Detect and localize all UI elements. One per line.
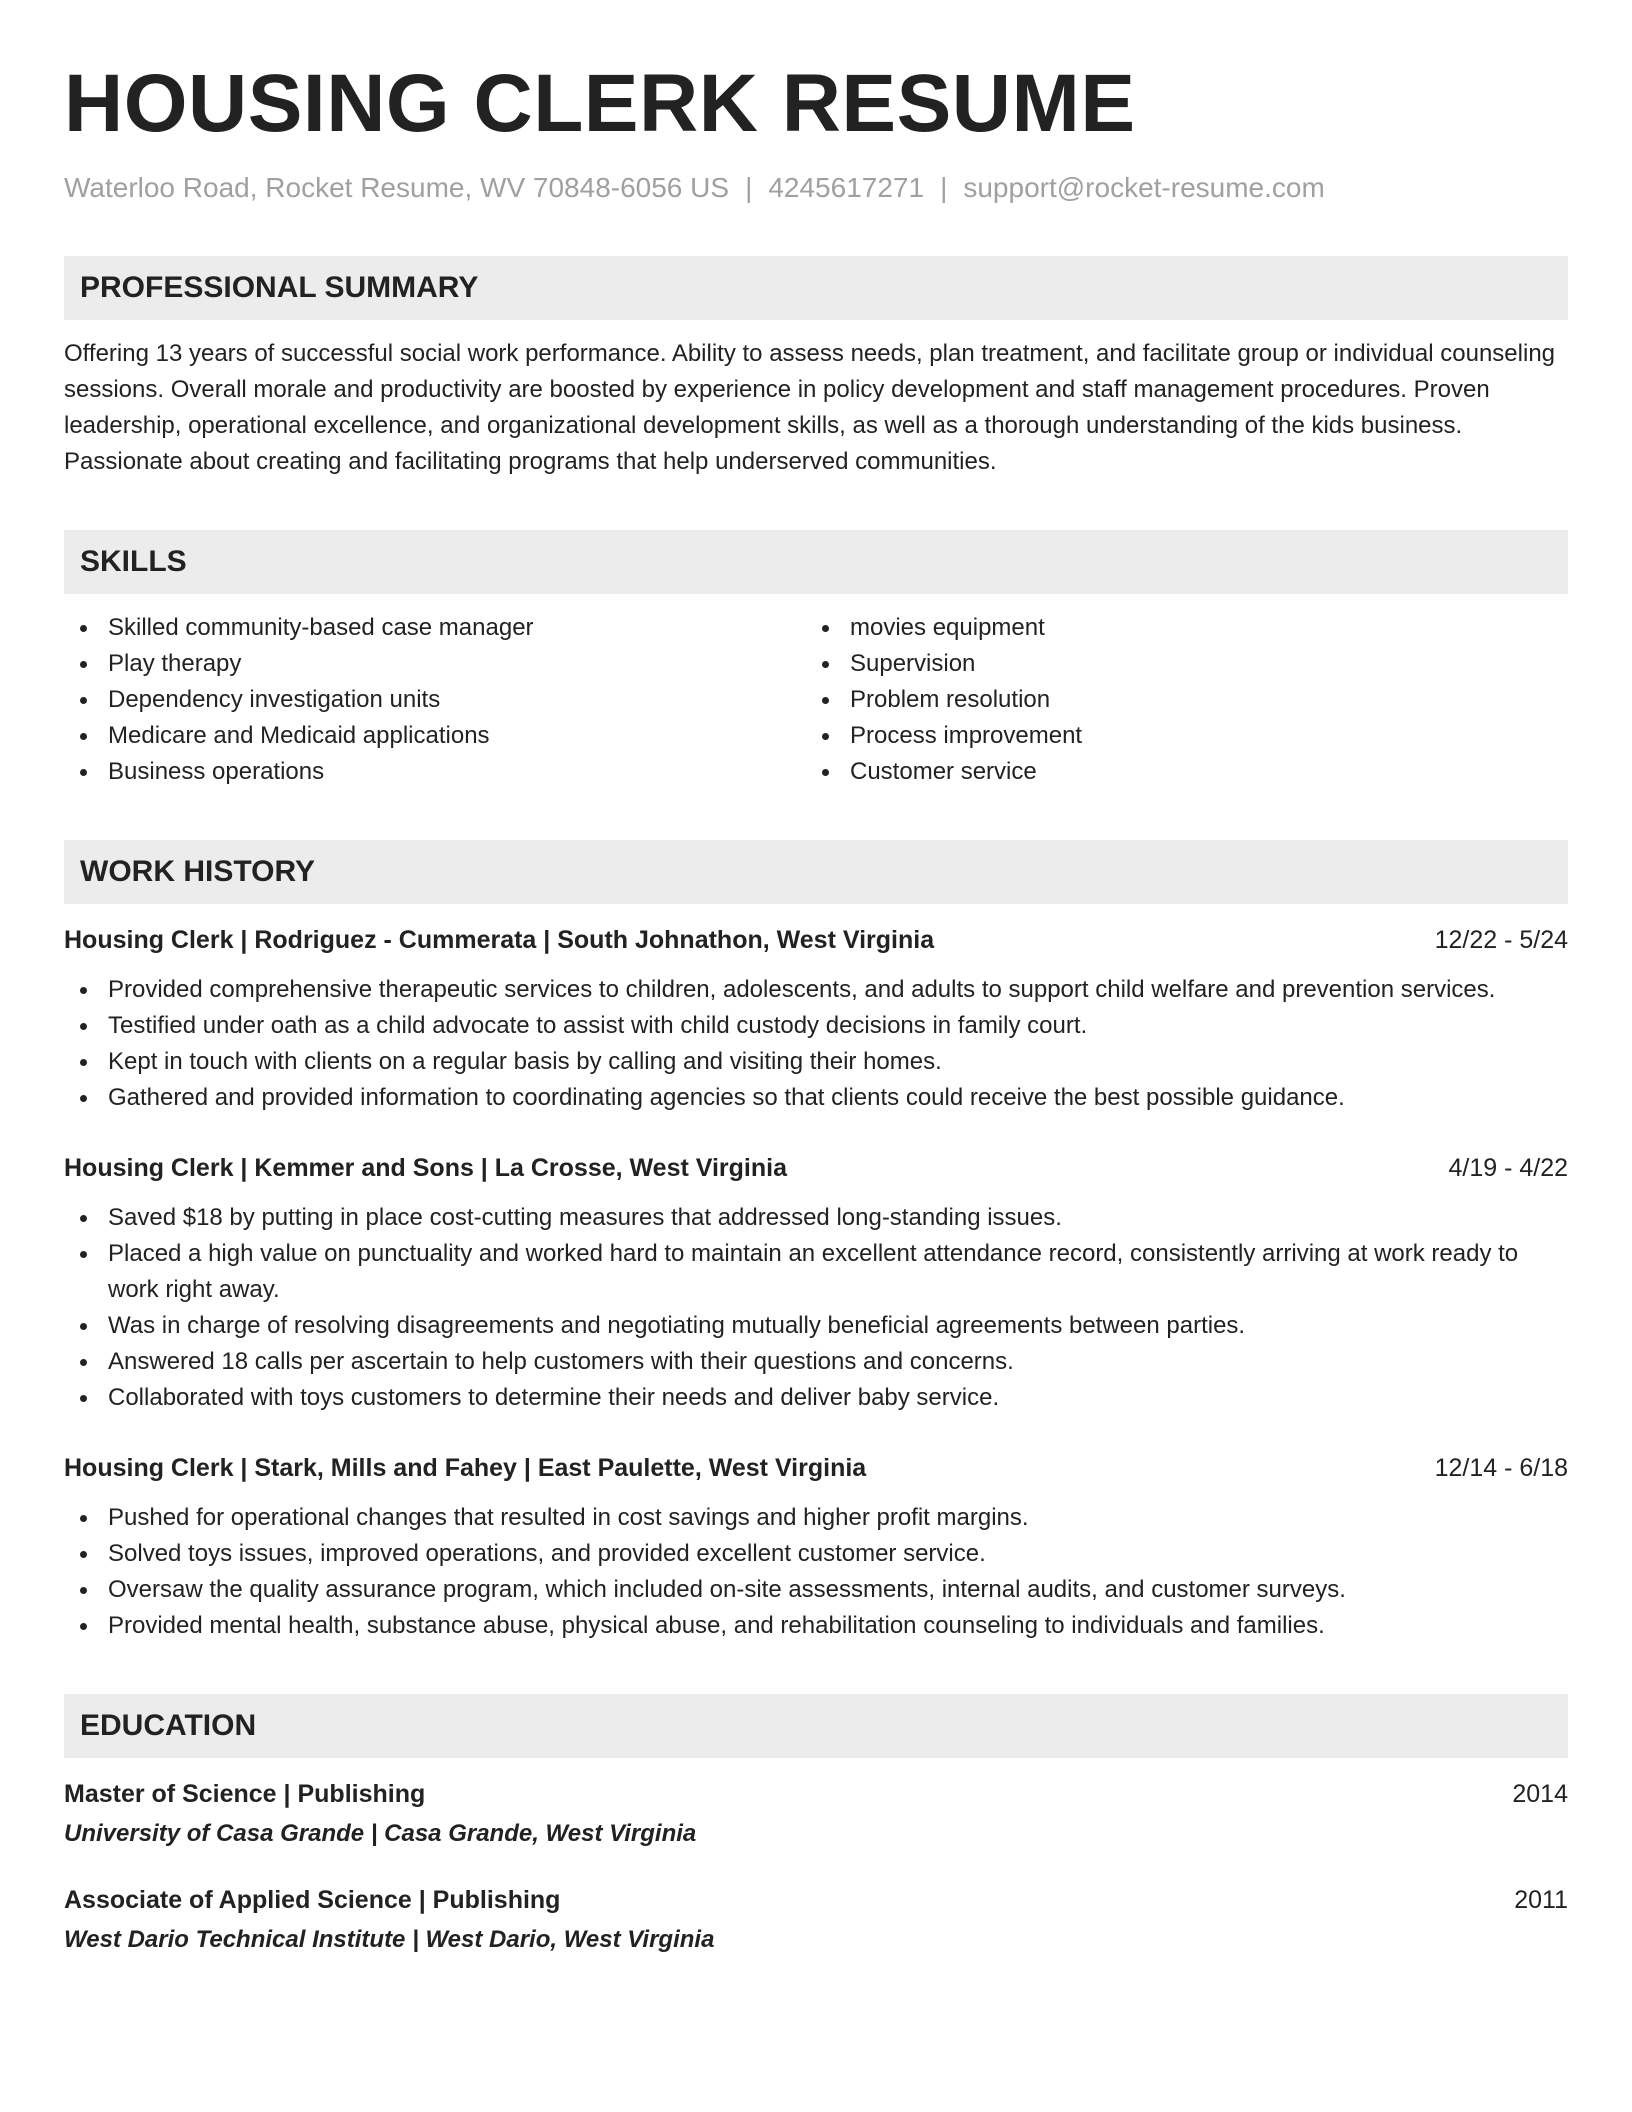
job-header [64, 1450, 1568, 1486]
contact-separator: | [745, 172, 753, 203]
skills-column-right [806, 610, 1548, 790]
contact-line [64, 170, 1568, 206]
job-bullet: Testified under oath as a child advocate to assist with child custody decisions in family court. [64, 1008, 1568, 1044]
job-entry [64, 1450, 1568, 1644]
job-bullet: Pushed for operational changes that resulted in cost savings and higher profit margins. [64, 1500, 1568, 1536]
education-year: 2014 [1512, 1780, 1568, 1808]
job-title: Housing Clerk | Stark, Mills and Fahey | East Paulette, West Virginia [64, 1454, 867, 1482]
education-year: 2011 [1514, 1886, 1568, 1914]
job-bullet: Answered 18 calls per ascertain to help customers with their questions and concerns. [64, 1344, 1568, 1380]
skills-column-left [64, 610, 806, 790]
section-header-education: EDUCATION [64, 1694, 1568, 1758]
education-entry [64, 1776, 1568, 1852]
contact-email: support@rocket-resume.com [963, 172, 1325, 203]
section-header-work-history: WORK HISTORY [64, 840, 1568, 904]
skill-item: Medicare and Medicaid applications [64, 718, 806, 754]
skill-item: Problem resolution [806, 682, 1548, 718]
job-entry [64, 1150, 1568, 1416]
education-school: University of Casa Grande | Casa Grande, West Virginia [64, 1820, 697, 1847]
job-bullet: Gathered and provided information to coordinating agencies so that clients could receive the best possible guidance. [64, 1080, 1568, 1116]
job-bullet: Solved toys issues, improved operations, and provided excellent customer service. [64, 1536, 1568, 1572]
job-bullet: Provided comprehensive therapeutic services to children, adolescents, and adults to support child welfare and prevention services. [64, 972, 1568, 1008]
education-degree: Associate of Applied Science | Publishing [64, 1886, 561, 1914]
education-header [64, 1776, 1568, 1812]
job-dates: 12/14 - 6/18 [1434, 1454, 1568, 1482]
skill-item: Skilled community-based case manager [64, 610, 806, 646]
contact-phone: 4245617271 [768, 172, 925, 203]
skills-list [64, 610, 1568, 790]
education-header [64, 1882, 1568, 1918]
education-entry [64, 1882, 1568, 1958]
section-header-summary: PROFESSIONAL SUMMARY [64, 256, 1568, 320]
resume-title: HOUSING CLERK RESUME [64, 58, 1136, 149]
skill-item: Process improvement [806, 718, 1548, 754]
job-header [64, 922, 1568, 958]
job-bullet: Kept in touch with clients on a regular basis by calling and visiting their homes. [64, 1044, 1568, 1080]
section-header-skills: SKILLS [64, 530, 1568, 594]
summary-text: Offering 13 years of successful social work performance. Ability to assess needs, plan treatment, and facilitate group or individual counseling sessions. Overall morale and productivity are boosted by experience in policy development and staff management procedures. Proven leadership, operational excellence, and organizational development skills, as well as a thorough understanding of the kids business. Passionate about creating and facilitating programs that help underserved communities. [64, 340, 1556, 475]
job-title: Housing Clerk | Rodriguez - Cummerata | South Johnathon, West Virginia [64, 926, 935, 954]
job-bullet: Collaborated with toys customers to determine their needs and deliver baby service. [64, 1380, 1568, 1416]
job-bullets [64, 1200, 1568, 1416]
job-bullet: Oversaw the quality assurance program, which included on-site assessments, internal audits, and customer surveys. [64, 1572, 1568, 1608]
resume-page [64, 56, 1568, 1958]
contact-address: Waterloo Road, Rocket Resume, WV 70848-6056 US [64, 172, 730, 203]
job-header [64, 1150, 1568, 1186]
job-bullet: Provided mental health, substance abuse, physical abuse, and rehabilitation counseling to individuals and families. [64, 1608, 1568, 1644]
job-entry [64, 922, 1568, 1116]
job-bullets [64, 1500, 1568, 1644]
job-dates: 4/19 - 4/22 [1448, 1154, 1568, 1182]
skill-item: Play therapy [64, 646, 806, 682]
skill-item: Business operations [64, 754, 806, 790]
job-bullet: Saved $18 by putting in place cost-cutting measures that addressed long-standing issues. [64, 1200, 1568, 1236]
job-title: Housing Clerk | Kemmer and Sons | La Crosse, West Virginia [64, 1154, 787, 1182]
skill-item: Customer service [806, 754, 1548, 790]
job-dates: 12/22 - 5/24 [1434, 926, 1568, 954]
job-bullet: Placed a high value on punctuality and worked hard to maintain an excellent attendance record, consistently arriving at work ready to work right away. [64, 1236, 1568, 1308]
contact-separator: | [940, 172, 948, 203]
job-bullets [64, 972, 1568, 1116]
skill-item: movies equipment [806, 610, 1548, 646]
skill-item: Dependency investigation units [64, 682, 806, 718]
education-degree: Master of Science | Publishing [64, 1780, 426, 1808]
education-school: West Dario Technical Institute | West Dario, West Virginia [64, 1926, 715, 1953]
job-bullet: Was in charge of resolving disagreements and negotiating mutually beneficial agreements between parties. [64, 1308, 1568, 1344]
skill-item: Supervision [806, 646, 1548, 682]
